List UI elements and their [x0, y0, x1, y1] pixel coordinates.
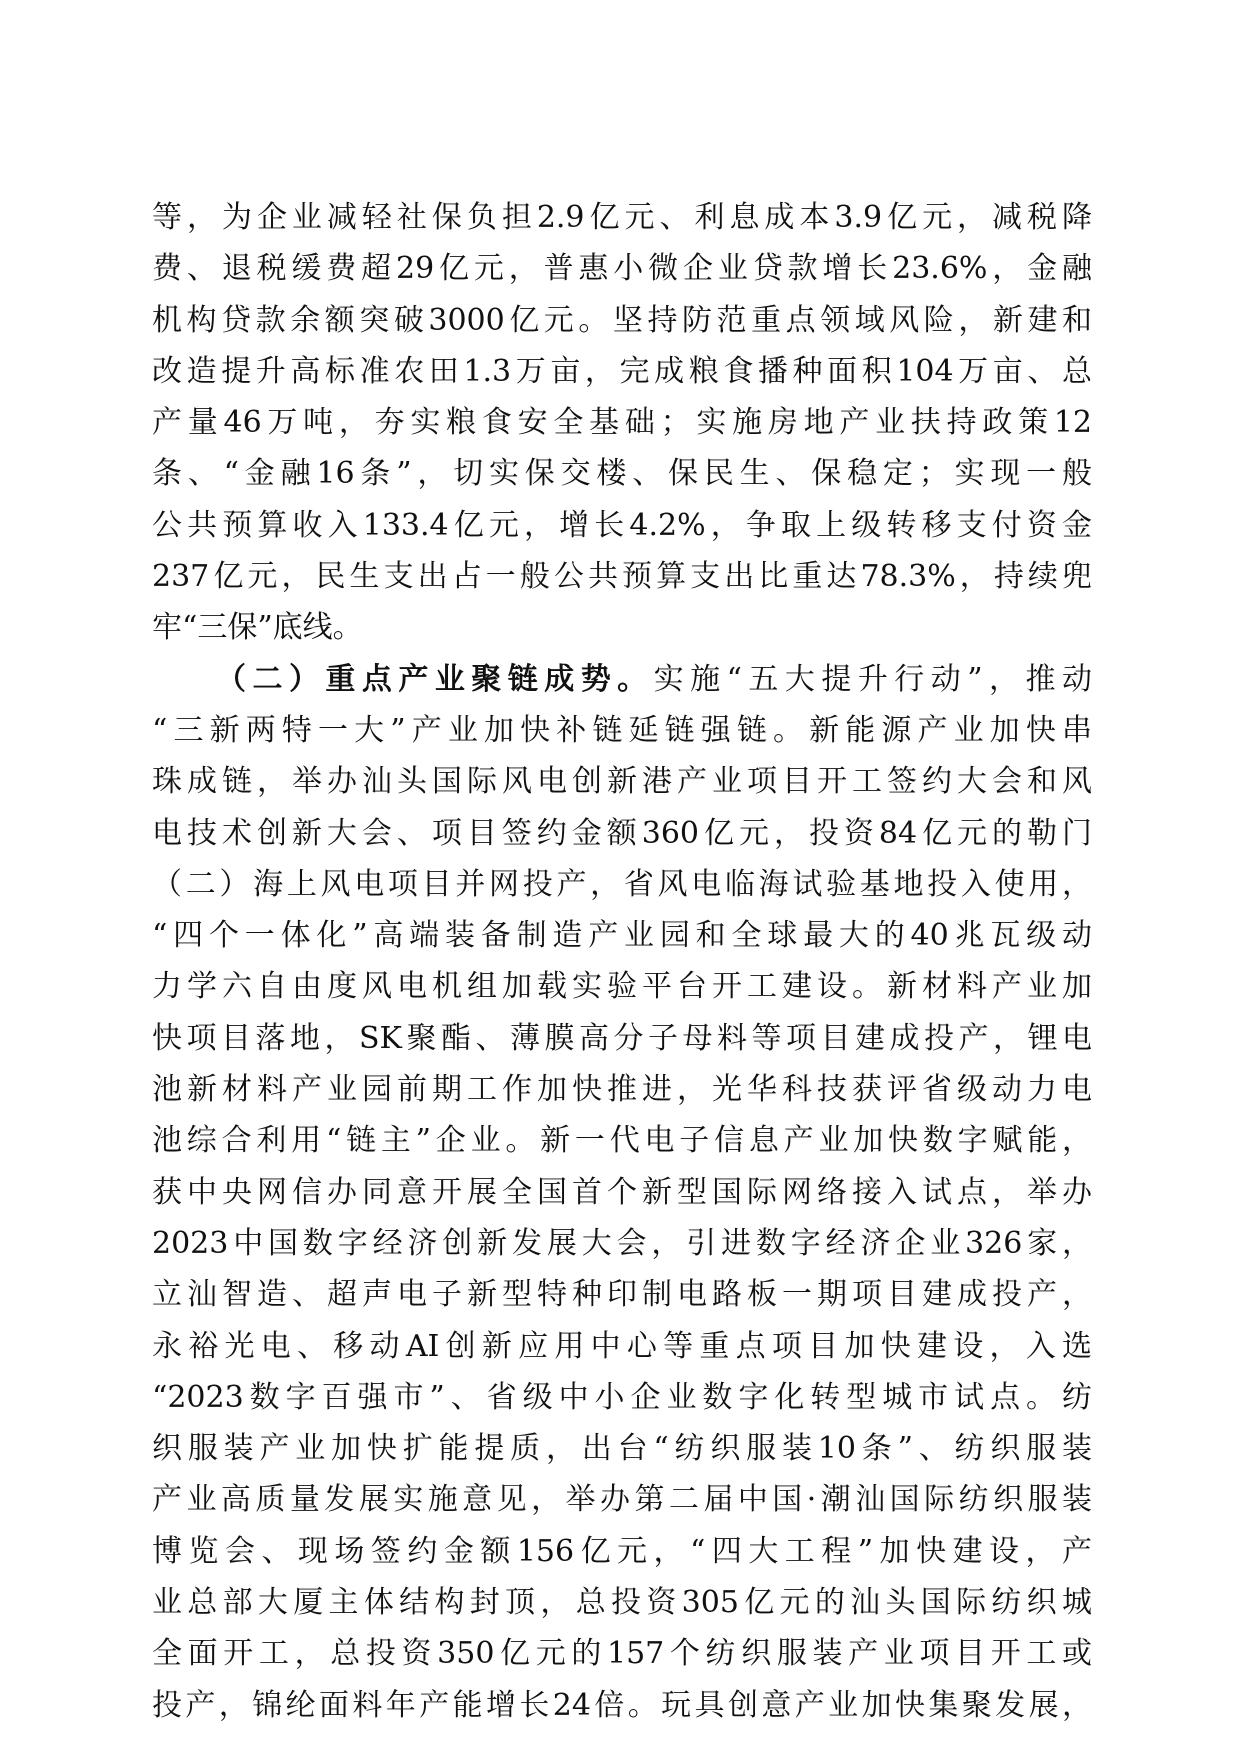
section-heading: （二）重点产业聚链成势。 — [216, 661, 654, 697]
paragraph-1 — [152, 192, 1092, 654]
text-line: 机构贷款余额突破3000亿元。坚持防范重点领域风险，新建和 — [152, 302, 1092, 338]
text-line: 织服装产业加快扩能提质，出台“纺织服装10条”、纺织服装 — [152, 1431, 1092, 1467]
text-line: 池综合利用“链主”企业。新一代电子信息产业加快数字赋能， — [152, 1123, 1092, 1159]
text-line: 立汕智造、超声电子新型特种印制电路板一期项目建成投产， — [152, 1277, 1092, 1313]
text-line: 快项目落地，SK聚酯、薄膜高分子母料等项目建成投产，锂电 — [152, 1020, 1092, 1056]
text-line: （二）海上风电项目并网投产，省风电临海试验基地投入使用， — [152, 866, 1092, 902]
text-line: “三新两特一大”产业加快补链延链强链。新能源产业加快串 — [152, 712, 1092, 748]
text-line: 2023中国数字经济创新发展大会，引进数字经济企业326家， — [152, 1225, 1092, 1261]
paragraph-2 — [152, 654, 1092, 1731]
text-line: 公共预算收入133.4亿元，增长4.2%，争取上级转移支付资金 — [152, 507, 1092, 543]
text-line: 改造提升高标准农田1.3万亩，完成粮食播种面积104万亩、总 — [152, 353, 1092, 389]
text-line: 237亿元，民生支出占一般公共预算支出比重达78.3%，持续兜 — [152, 559, 1092, 595]
text-line: 费、退税缓费超29亿元，普惠小微企业贷款增长23.6%，金融 — [152, 251, 1092, 287]
text-line: 博览会、现场签约金额156亿元，“四大工程”加快建设，产 — [152, 1533, 1092, 1569]
text-line: 获中央网信办同意开展全国首个新型国际网络接入试点，举办 — [152, 1174, 1092, 1210]
text-line: 产量46万吨，夯实粮食安全基础；实施房地产业扶持政策12 — [152, 405, 1092, 441]
text-line: “四个一体化”高端装备制造产业园和全球最大的40兆瓦级动 — [152, 918, 1092, 954]
heading-followup-text: 实施“五大提升行动”，推动 — [653, 661, 1092, 697]
text-line: 电技术创新大会、项目签约金额360亿元，投资84亿元的勒门 — [152, 815, 1092, 851]
text-line: “2023数字百强市”、省级中小企业数字化转型城市试点。纺 — [152, 1379, 1092, 1415]
text-line: 永裕光电、移动AI创新应用中心等重点项目加快建设，入选 — [152, 1328, 1092, 1364]
text-line: 业总部大厦主体结构封顶，总投资305亿元的汕头国际纺织城 — [152, 1585, 1092, 1621]
text-line: 投产，锦纶面料年产能增长24倍。玩具创意产业加快集聚发展， — [152, 1687, 1092, 1723]
text-line: 条、“金融16条”，切实保交楼、保民生、保稳定；实现一般 — [152, 456, 1092, 492]
text-line: 池新材料产业园前期工作加快推进，光华科技获评省级动力电 — [152, 1072, 1092, 1108]
text-line: 珠成链，举办汕头国际风电创新港产业项目开工签约大会和风 — [152, 764, 1092, 800]
paragraph-2-first-line — [152, 654, 1092, 705]
text-line: 力学六自由度风电机组加载实验平台开工建设。新材料产业加 — [152, 969, 1092, 1005]
text-line: 产业高质量发展实施意见，举办第二届中国·潮汕国际纺织服装 — [152, 1482, 1092, 1518]
text-line: 等，为企业减轻社保负担2.9亿元、利息成本3.9亿元，减税降 — [152, 200, 1092, 235]
text-line: 牢“三保”底线。 — [152, 610, 363, 646]
document-body — [152, 192, 1092, 1731]
text-line: 全面开工，总投资350亿元的157个纺织服装产业项目开工或 — [152, 1636, 1092, 1672]
